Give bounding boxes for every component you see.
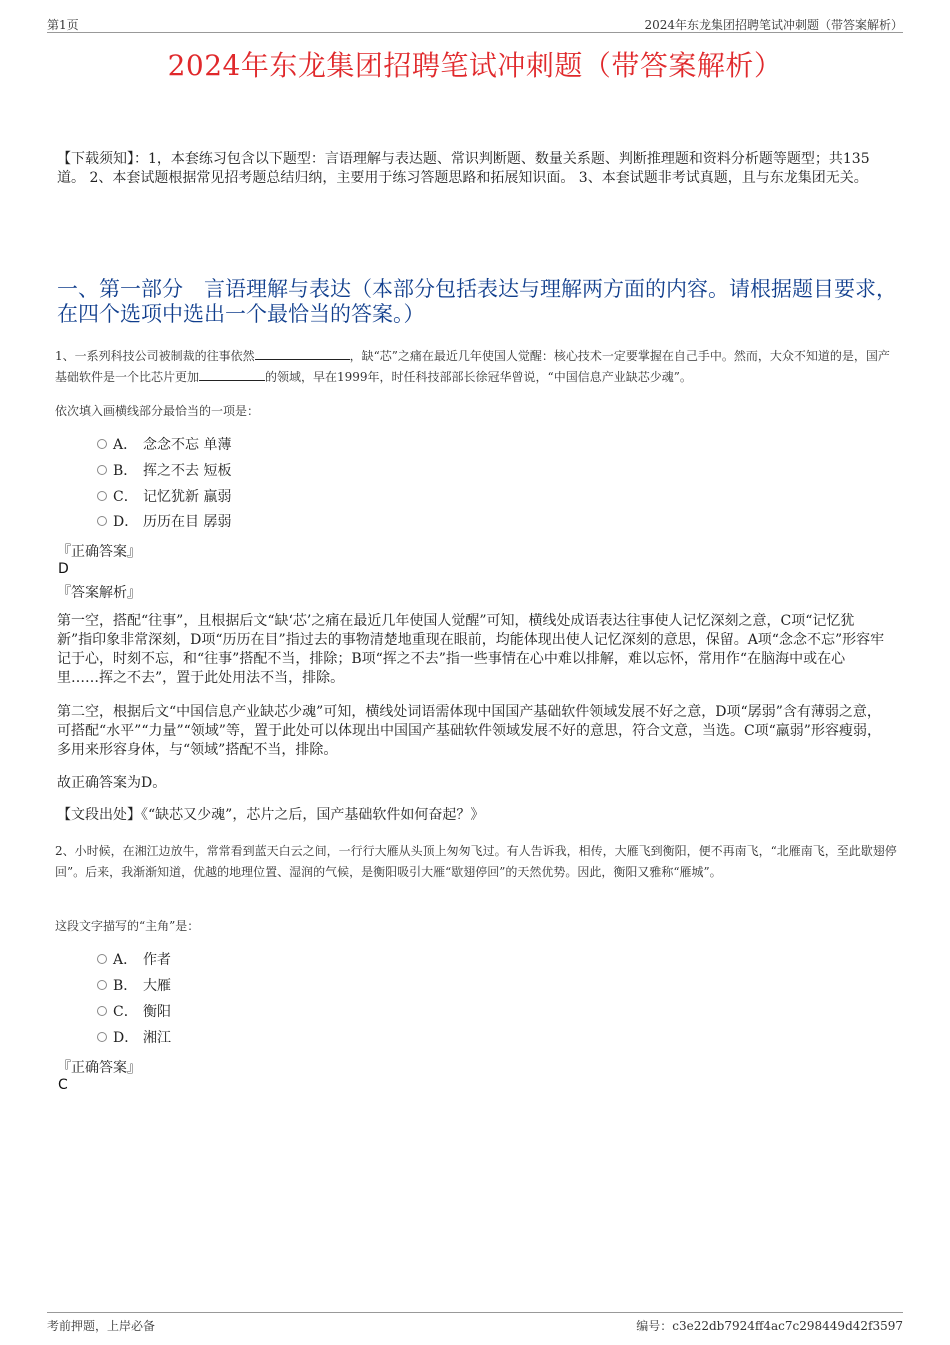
radio-button[interactable]	[97, 516, 107, 526]
section-title: 一、第一部分 言语理解与表达（本部分包括表达与理解两方面的内容。请根据题目要求，在四个选项中选出一个最恰当的答案。）	[57, 277, 897, 326]
header-doc-title: 2024年东龙集团招聘笔试冲刺题（带答案解析）	[644, 18, 903, 32]
q1-option-c[interactable]: C． 记忆犹新 羸弱	[97, 487, 231, 507]
analysis-paragraph-2: 第二空，根据后文“中国信息产业缺芯少魂”可知，横线处词语需体现中国国产基础软件领域发展不好之意，D项“孱弱”含有薄弱之意，可搭配“水平”“力量”“领域”等，置于此处可以体现出中国国产基础软件领域发展不好的意思，符合文意，当选。C项“羸弱”形容瘦弱，多用来形容身体，与“领域”搭配不当，排除。	[57, 704, 881, 758]
answer-label: 『正确答案』	[57, 544, 141, 560]
page-number: 第1页	[47, 18, 79, 32]
q1-option-a[interactable]: A． 念念不忘 单薄	[97, 435, 231, 455]
correct-answer: C	[58, 1077, 68, 1093]
footer-slogan: 考前押题，上岸必备	[47, 1319, 156, 1333]
analysis-label: 『答案解析』	[57, 585, 141, 601]
source-citation: 【文段出处】《“缺芯又少魂”，芯片之后，国产基础软件如何奋起？》	[57, 807, 485, 823]
question-1-prompt: 依次填入画横线部分最恰当的一项是：	[55, 404, 260, 418]
footer-serial: 编号：c3e22db7924ff4ac7c298449d42f3597	[636, 1319, 903, 1333]
radio-button[interactable]	[97, 980, 107, 990]
question-1-stem: 1、一系列科技公司被制裁的往事依然 ，缺“芯”之痛在最近几年使国人觉醒：核心技术一定要掌握在自己手中。然而，大众不知道的是，国产基础软件是一个比芯片更加 的领域，早在1999年，时任科技部部长徐冠华曾说，“中国信息产业缺芯少魂”。	[55, 349, 890, 384]
q2-option-c[interactable]: C． 衡阳	[97, 1002, 171, 1022]
page-header	[47, 14, 903, 33]
correct-answer: D	[58, 561, 69, 577]
analysis-conclusion: 故正确答案为D。	[57, 775, 167, 791]
q2-option-a[interactable]: A． 作者	[97, 950, 171, 970]
q2-option-b[interactable]: B． 大雁	[97, 976, 171, 996]
question-2-stem: 2、小时候，在湘江边放牛，常常看到蓝天白云之间，一行行大雁从头顶上匆匆飞过。有人告诉我，相传，大雁飞到衡阳，便不再南飞，“北雁南飞，至此歇翅停回”。后来，我渐渐知道，优越的地理位置、湿润的气候，是衡阳吸引大雁“歇翅停回”的天然优势。因此，衡阳又雅称“雁城”。	[55, 844, 897, 879]
radio-button[interactable]	[97, 954, 107, 964]
radio-button[interactable]	[97, 1032, 107, 1042]
q1-option-d[interactable]: D． 历历在目 孱弱	[97, 512, 231, 532]
answer-label: 『正确答案』	[57, 1060, 141, 1076]
page-title: 2024年东龙集团招聘笔试冲刺题（带答案解析）	[167, 49, 783, 82]
fill-blank-2	[199, 368, 265, 381]
radio-button[interactable]	[97, 491, 107, 501]
q1-option-b[interactable]: B． 挥之不去 短板	[97, 461, 231, 481]
question-2-prompt: 这段文字描写的“主角”是：	[55, 919, 200, 933]
radio-button[interactable]	[97, 465, 107, 475]
download-notice: 【下载须知】：1，本套练习包含以下题型：言语理解与表达题、常识判断题、数量关系题、判断推理题和资料分析题等题型；共135道。 2、本套试题根据常见招考题总结归纳，主要用于练习答题思路和拓展知识面。 3、本套试题非考试真题，且与东龙集团无关。	[57, 151, 870, 186]
page-footer	[47, 1312, 903, 1335]
analysis-paragraph-1: 第一空，搭配“往事”，且根据后文“缺‘芯’之痛在最近几年使国人觉醒”可知，横线处成语表达往事使人记忆深刻之意，C项“记忆犹新”指印象非常深刻，D项“历历在目”指过去的事物清楚地重现在眼前，均能体现出使人记忆深刻的意思，保留。A项“念念不忘”形容牢记于心，时刻不忘，和“往事”搭配不当，排除；B项“挥之不去”指一些事情在心中难以排解，难以忘怀，常用作“在脑海中或在心里……挥之不去”，置于此处用法不当，排除。	[57, 613, 885, 686]
radio-button[interactable]	[97, 439, 107, 449]
fill-blank-1	[255, 347, 350, 360]
q2-option-d[interactable]: D． 湘江	[97, 1028, 171, 1048]
radio-button[interactable]	[97, 1006, 107, 1016]
